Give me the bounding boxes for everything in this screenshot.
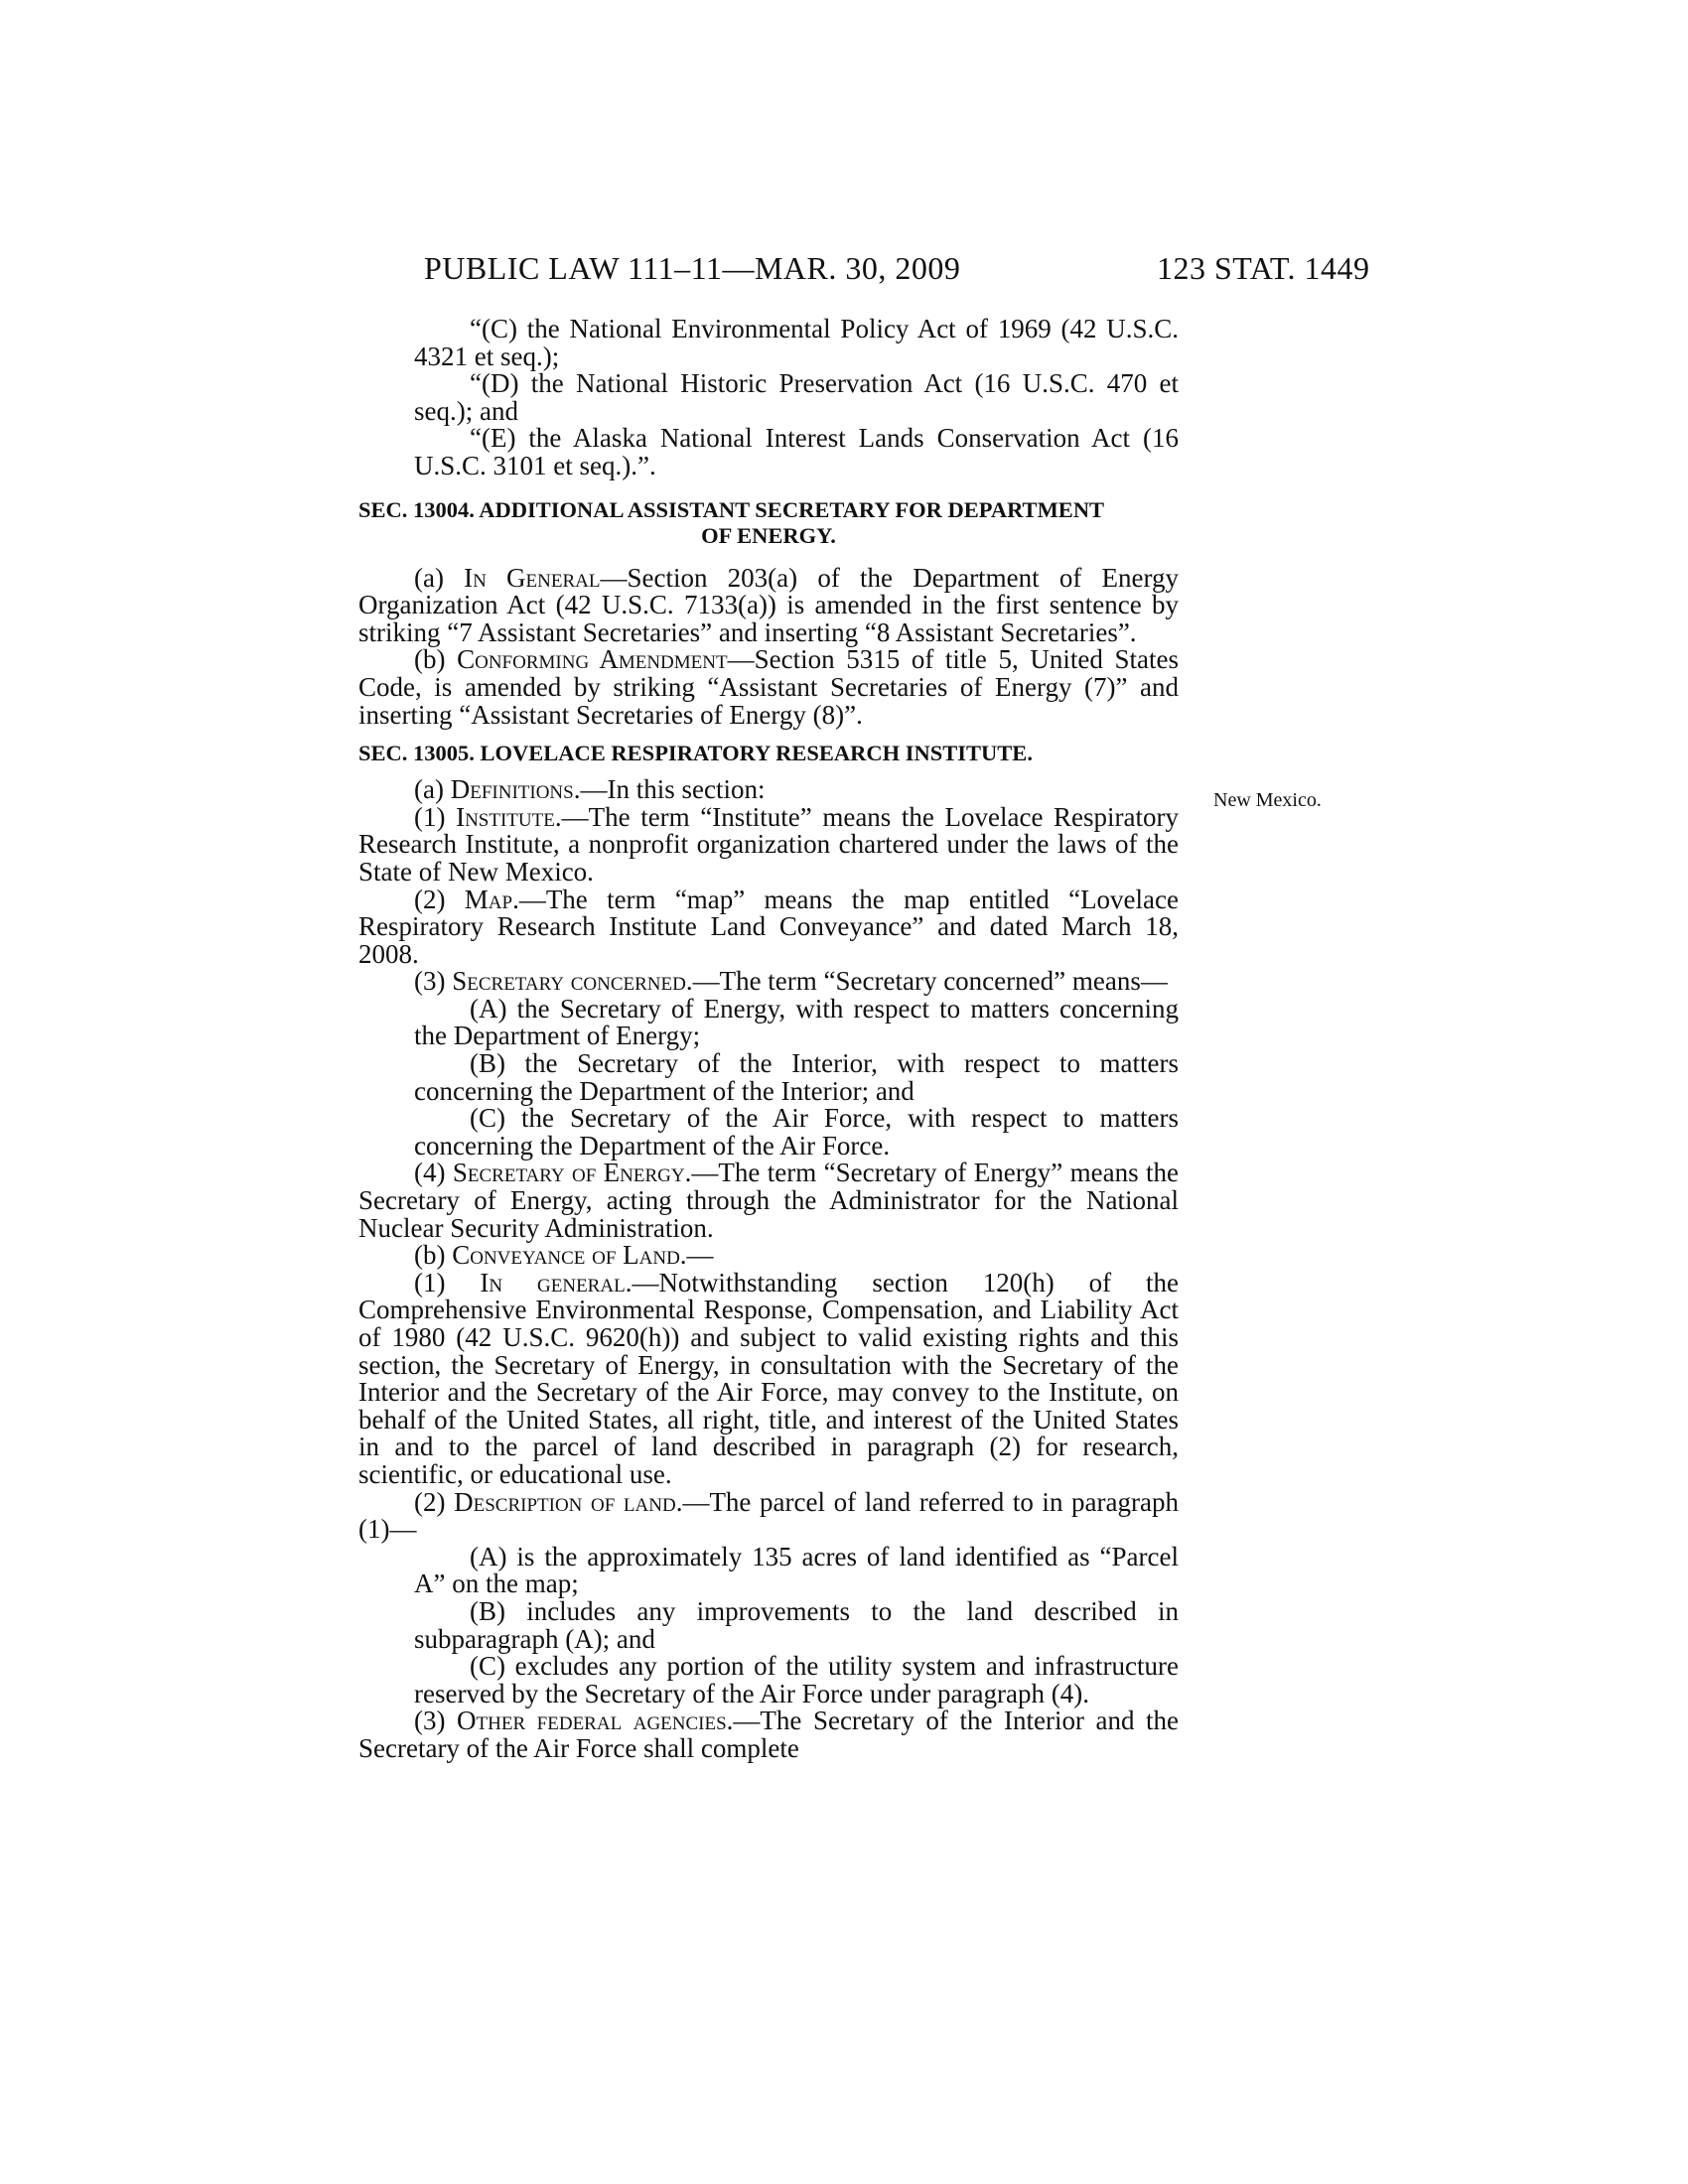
conveyance-1-heading: In general: [480, 1267, 626, 1297]
definition-1-text: .—The term “Institute” means the Lovelace Respiratory Research Institute, a nonprofit organization chartered under the laws of the State of New Mexico.: [358, 801, 1179, 887]
definition-3: (3) Secretary concerned.—The term “Secretary concerned” means—: [414, 966, 1168, 997]
definitions-text: .—In this section:: [573, 774, 766, 805]
subsection-conveyance: (b) Conveyance of Land.—: [414, 1240, 714, 1271]
paragraph-d: “(D) the National Historic Preservation Act (16 U.S.C. 470 et seq.); and: [414, 368, 1179, 426]
document-body: [358, 316, 1179, 1763]
conveyance-2-heading: Description of land: [454, 1486, 676, 1517]
definition-4-text: .—The term “Secretary of Energy” means the Secretary of Energy, acting through the Administrator for the National Nuclear Security Administration.: [358, 1158, 1179, 1243]
subsection-a-heading: In General: [464, 562, 601, 593]
subsection-b: (b) Conforming Amendment—Section 5315 of title 5, United States Code, is amended by striking “Assistant Secretaries of Energy (7)” and inserting “Assistant Secretaries of Energy (8)”.: [358, 644, 1180, 730]
subsection-a-text: —Section 203(a) of the Department of Energy Organization Act (42 U.S.C. 7133(a)) is amended in the first sentence by striking “7 Assistant Secretaries” and inserting “8 Assistant Secretaries”.: [358, 562, 1179, 647]
definition-3-a: (A) the Secretary of Energy, with respect to matters concerning the Department of Energy;: [414, 993, 1179, 1051]
running-header-law: PUBLIC LAW 111–11—MAR. 30, 2009: [424, 250, 961, 286]
running-header-stat: 123 STAT. 1449: [1157, 250, 1370, 286]
definition-4-heading: Secretary of Energy: [452, 1158, 685, 1188]
conveyance-2-a: (A) is the approximately 135 acres of land identified as “Parcel A” on the map;: [414, 1541, 1179, 1599]
conveyance-heading: Conveyance of Land: [452, 1240, 680, 1271]
paragraph-c: “(C) the National Environmental Policy Act of 1969 (42 U.S.C. 4321 et seq.);: [414, 314, 1179, 371]
section-13005-heading: SEC. 13005. LOVELACE RESPIRATORY RESEARCH INSTITUTE.: [358, 741, 1033, 766]
definition-3-heading: Secretary concerned: [452, 966, 686, 997]
definition-3-b: (B) the Secretary of the Interior, with respect to matters concerning the Department of the Interior; and: [414, 1048, 1179, 1106]
margin-note: New Mexico.: [1213, 789, 1322, 811]
definition-2-text: .—The term “map” means the map entitled “Lovelace Respiratory Research Institute Land Conveyance” and dated March 18, 2008.: [358, 884, 1179, 969]
definition-3-text: .—The term “Secretary concerned” means—: [685, 966, 1168, 997]
section-13004-heading: [358, 497, 1179, 549]
definition-4: (4) Secretary of Energy.—The term “Secretary of Energy” means the Secretary of Energy, acting through the Administrator for the National Nuclear Security Administration.: [358, 1158, 1179, 1243]
conveyance-2-c: (C) excludes any portion of the utility system and infrastructure reserved by the Secretary of the Air Force under paragraph (4).: [414, 1651, 1179, 1708]
definition-1: (1) Institute.—The term “Institute” means the Lovelace Respiratory Research Institute, a nonprofit organization chartered under the laws of the State of New Mexico.: [358, 801, 1179, 887]
conveyance-text: .—: [679, 1240, 714, 1271]
conveyance-1: (1) In general.—Notwithstanding section 120(h) of the Comprehensive Environmental Response, Compensation, and Liability Act of 1980 (42 U.S.C. 9620(h)) and subject to valid existing rights and this section, the Secretary of Energy, in consultation with the Secretary of the Interior and the Secretary of the Air Force, may convey to the Institute, on behalf of the United States, all right, title, and interest of the United States in and to the parcel of land described in paragraph (2) for research, scientific, or educational use.: [358, 1267, 1180, 1489]
definition-1-heading: Institute: [456, 801, 555, 832]
subsection-b-heading: Conforming Amendment: [457, 644, 728, 675]
definition-3-c: (C) the Secretary of the Air Force, with respect to matters concerning the Department of the Air Force.: [414, 1103, 1179, 1160]
subsection-b-text: —Section 5315 of title 5, United States Code, is amended by striking “Assistant Secretaries of Energy (7)” and inserting “Assistant Secretaries of Energy (8)”.: [358, 644, 1180, 730]
conveyance-1-text: .—Notwithstanding section 120(h) of the Comprehensive Environmental Response, Compensation, and Liability Act of 1980 (42 U.S.C. 9620(h)) and subject to valid existing rights and this section, the Secretary of Energy, in consultation with the Secretary of the Interior and the Secretary of the Air Force, may convey to the Institute, on behalf of the United States, all right, title, and interest of the United States in and to the parcel of land described in paragraph (2) for research, scientific, or educational use.: [358, 1267, 1180, 1489]
definition-2-heading: Map: [464, 884, 513, 914]
paragraph-e: “(E) the Alaska National Interest Lands Conservation Act (16 U.S.C. 3101 et seq.).”.: [414, 423, 1179, 480]
conveyance-2-text: .—The parcel of land referred to in paragraph (1)—: [358, 1486, 1179, 1545]
conveyance-3: (3) Other federal agencies.—The Secretary of the Interior and the Secretary of the Air Force shall complete: [358, 1706, 1180, 1763]
definition-2: (2) Map.—The term “map” means the map entitled “Lovelace Respiratory Research Institute Land Conveyance” and dated March 18, 2008.: [358, 884, 1179, 969]
section-13004-heading-line1: SEC. 13004. ADDITIONAL ASSISTANT SECRETARY FOR DEPARTMENT: [358, 496, 1105, 522]
conveyance-3-heading: Other federal agencies: [457, 1706, 727, 1736]
section-13004-heading-line2: OF ENERGY.: [701, 522, 836, 548]
conveyance-2: (2) Description of land.—The parcel of land referred to in paragraph (1)—: [358, 1486, 1179, 1545]
conveyance-3-text: .—The Secretary of the Interior and the Secretary of the Air Force shall complete: [358, 1706, 1180, 1763]
conveyance-2-b: (B) includes any improvements to the land described in subparagraph (A); and: [414, 1595, 1179, 1654]
definitions-heading: Definitions: [450, 774, 574, 805]
subsection-a: (a) In General—Section 203(a) of the Department of Energy Organization Act (42 U.S.C. 7133(a)) is amended in the first sentence by striking “7 Assistant Secretaries” and inserting “8 Assistant Secretaries”.: [358, 562, 1179, 647]
subsection-definitions: (a) Definitions.—In this section:: [414, 774, 766, 805]
